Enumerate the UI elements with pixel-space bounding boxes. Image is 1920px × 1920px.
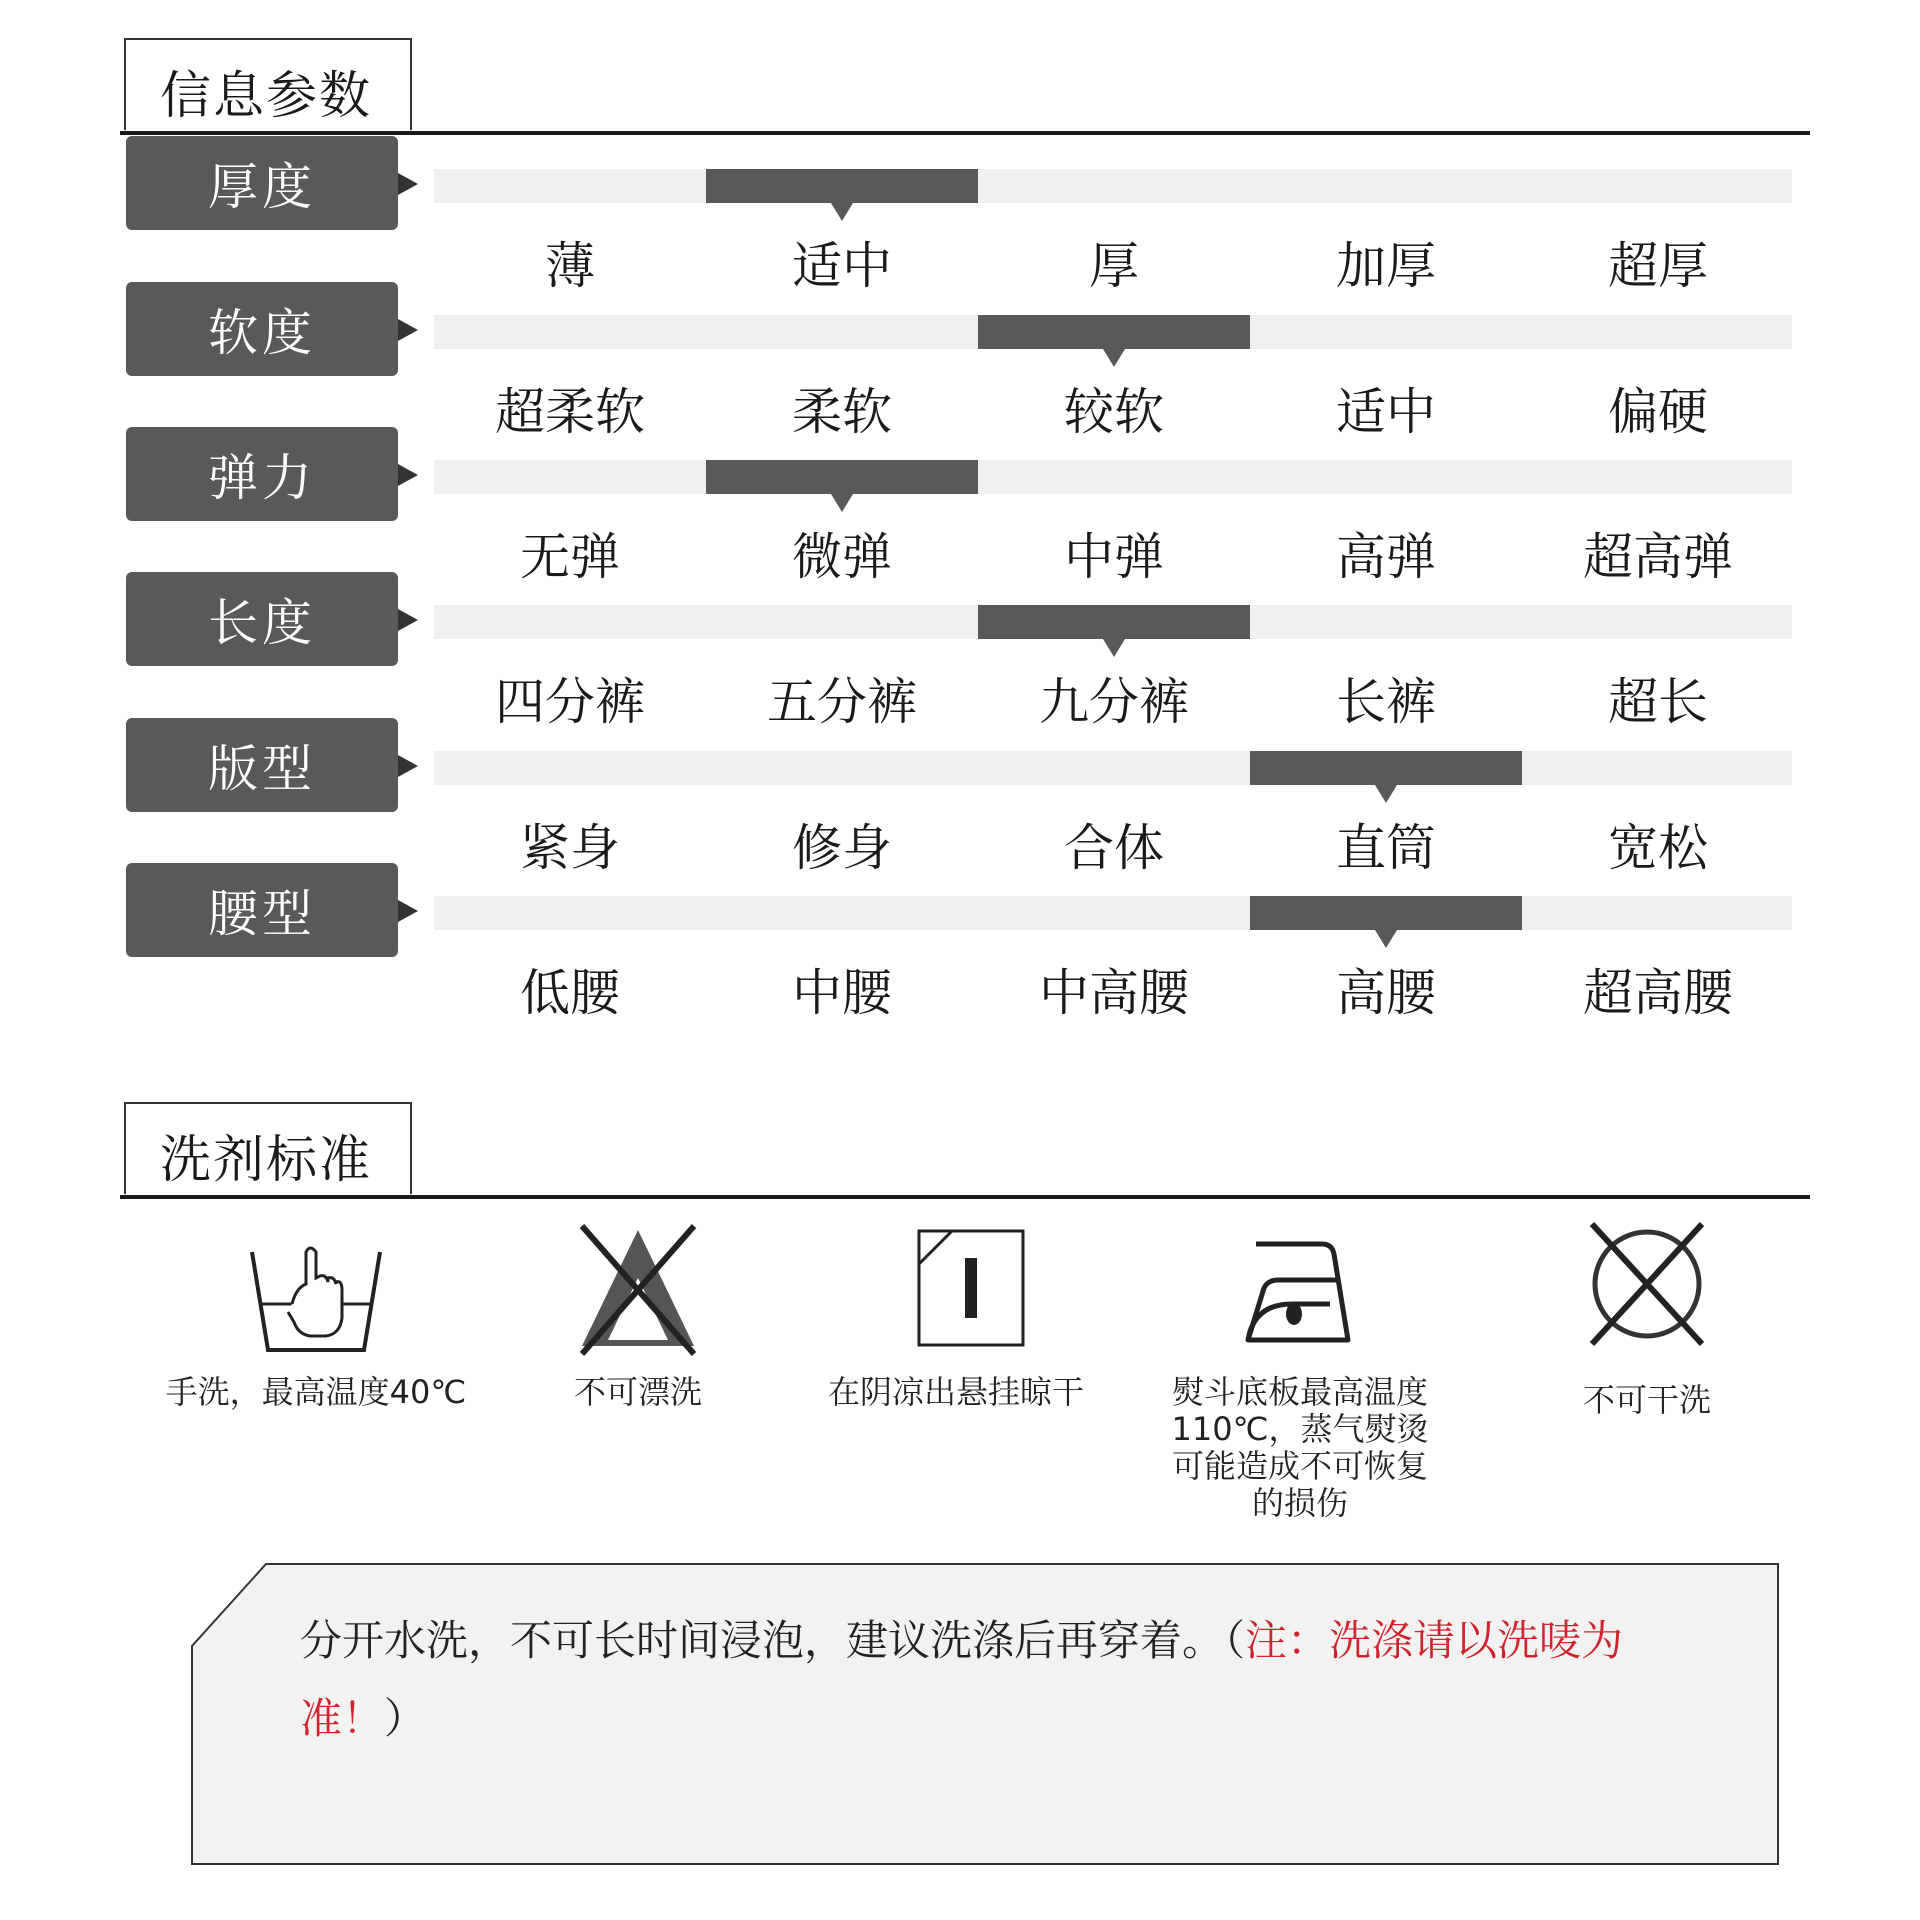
param-selected-fill [978, 605, 1250, 639]
param-option: 中高腰 [1039, 964, 1189, 1022]
param-scale-track [434, 169, 1792, 203]
care-label-iron-line: 熨斗底板最高温度 [1171, 1373, 1428, 1411]
wash-section-tab [124, 1102, 412, 1194]
wash-note-text [300, 1602, 1660, 1758]
label-arrow-icon [398, 755, 418, 777]
param-option: 适中 [792, 237, 892, 295]
param-option: 五分裤 [767, 673, 917, 731]
param-scale-track [434, 896, 1792, 930]
param-option: 加厚 [1336, 237, 1436, 295]
param-row [0, 863, 1920, 1022]
param-selected-fill [706, 169, 978, 203]
label-arrow-icon [398, 319, 418, 341]
care-label-iron [1140, 1374, 1460, 1522]
wash-note-box [190, 1562, 1780, 1866]
param-row [0, 282, 1920, 441]
param-selected-fill [978, 315, 1250, 349]
label-arrow-icon [398, 609, 418, 631]
params-section-tab [124, 38, 412, 130]
label-arrow-icon [398, 173, 418, 195]
param-option: 超柔软 [495, 383, 645, 441]
param-option: 微弹 [792, 528, 892, 586]
care-label-no-bleach: 不可漂洗 [573, 1373, 702, 1411]
param-selected-marker-icon [831, 494, 853, 512]
param-scale-track [434, 315, 1792, 349]
param-option: 较软 [1064, 383, 1164, 441]
param-label: 长度 [126, 572, 398, 666]
param-row [0, 572, 1920, 731]
param-option: 超长 [1608, 673, 1708, 731]
care-label-no-dry-clean: 不可干洗 [1582, 1381, 1711, 1419]
param-option: 无弹 [520, 528, 620, 586]
param-option: 超高腰 [1583, 964, 1733, 1022]
param-option: 合体 [1064, 819, 1164, 877]
param-label: 版型 [126, 718, 398, 812]
wash-section-divider [120, 1195, 1810, 1199]
param-row [0, 718, 1920, 877]
param-option: 紧身 [520, 819, 620, 877]
param-scale-track [434, 751, 1792, 785]
param-selected-marker-icon [1103, 639, 1125, 657]
param-option: 厚 [1089, 237, 1139, 295]
hand-wash-icon [246, 1238, 386, 1358]
param-option: 偏硬 [1608, 383, 1708, 441]
wash-note-warning: 注：洗涤请以洗唛为准！ [300, 1616, 1624, 1743]
no-dry-clean-icon [1586, 1218, 1708, 1350]
param-option: 四分裤 [495, 673, 645, 731]
param-label: 厚度 [126, 136, 398, 230]
param-option: 中弹 [1064, 528, 1164, 586]
param-option: 超高弹 [1583, 528, 1733, 586]
wash-note-main: 分开水洗，不可长时间浸泡，建议洗涤后再穿着。（ [300, 1616, 1246, 1665]
param-option: 超厚 [1608, 237, 1708, 295]
param-option: 柔软 [792, 383, 892, 441]
param-option: 高弹 [1336, 528, 1436, 586]
params-section-title: 信息参数 [160, 67, 373, 126]
care-label-line-dry: 在阴凉出悬挂晾干 [827, 1373, 1084, 1411]
param-selected-fill [1250, 896, 1522, 930]
no-bleach-icon [576, 1222, 700, 1358]
param-selected-marker-icon [1375, 930, 1397, 948]
param-option: 九分裤 [1039, 673, 1189, 731]
care-label-hand-wash: 手洗，最高温度40℃ [165, 1373, 467, 1411]
care-label-iron-line: 可能造成不可恢复 [1171, 1447, 1428, 1485]
param-label: 软度 [126, 282, 398, 376]
param-option: 中腰 [792, 964, 892, 1022]
param-selected-fill [1250, 751, 1522, 785]
wash-section-title: 洗剂标准 [160, 1131, 373, 1190]
param-option: 修身 [792, 819, 892, 877]
param-selected-marker-icon [831, 203, 853, 221]
params-section-divider [120, 131, 1810, 135]
param-label: 腰型 [126, 863, 398, 957]
param-option: 宽松 [1608, 819, 1708, 877]
label-arrow-icon [398, 900, 418, 922]
param-selected-fill [706, 460, 978, 494]
param-scale-track [434, 460, 1792, 494]
iron-icon [1242, 1228, 1354, 1346]
care-label-iron-line: 110℃，蒸气熨烫 [1171, 1410, 1429, 1448]
param-selected-marker-icon [1103, 349, 1125, 367]
param-row [0, 136, 1920, 295]
param-option: 长裤 [1336, 673, 1436, 731]
param-option: 适中 [1336, 383, 1436, 441]
label-arrow-icon [398, 464, 418, 486]
param-option: 低腰 [520, 964, 620, 1022]
param-option: 高腰 [1336, 964, 1436, 1022]
param-option: 薄 [545, 237, 595, 295]
line-dry-shade-icon [916, 1228, 1026, 1348]
param-scale-track [434, 605, 1792, 639]
care-label-iron-line: 的损伤 [1251, 1484, 1348, 1522]
param-label: 弹力 [126, 427, 398, 521]
wash-note-close: ） [384, 1694, 427, 1743]
param-option: 直筒 [1336, 819, 1436, 877]
param-selected-marker-icon [1375, 785, 1397, 803]
param-row [0, 427, 1920, 586]
